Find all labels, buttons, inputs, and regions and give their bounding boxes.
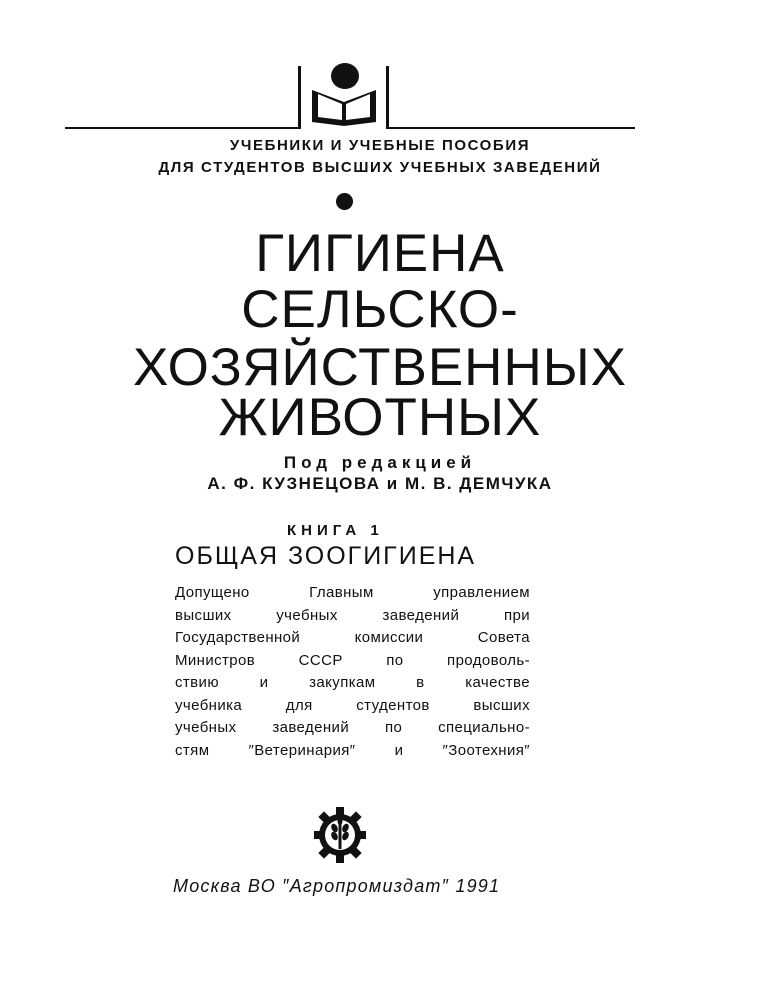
approval-line: Министров СССР по продоволь- (175, 651, 530, 669)
agropromizdat-gear-wheat-icon (313, 806, 367, 864)
approval-line: Допущено Главным управлением (175, 584, 530, 601)
approval-line: высших учебных заведений при (175, 606, 530, 624)
editors-label: Под редакцией (283, 453, 477, 472)
approval-line: стям ″Ветеринария″ и ″Зоотехния″ (175, 741, 530, 759)
header-bar-left (298, 66, 301, 129)
approval-line: Государственной комиссии Совета (175, 629, 530, 646)
approval-line: учебника для студентов высших (175, 696, 530, 714)
book-number: КНИГА 1 (287, 522, 384, 539)
approval-text (175, 582, 530, 762)
book-reader-icon (304, 60, 384, 126)
approval-line: ствию и закупкам в качестве (175, 674, 530, 691)
header-rule-left (65, 127, 300, 129)
approval-line: учебных заведений по специально- (175, 719, 530, 736)
book-subtitle: ОБЩАЯ ЗООГИГИЕНА (175, 542, 477, 570)
title-line-1: ГИГИЕНА (255, 224, 505, 283)
series-line-2: ДЛЯ СТУДЕНТОВ ВЫСШИХ УЧЕБНЫХ ЗАВЕДЕНИЙ (158, 159, 602, 176)
title-line-3: ХОЗЯЙСТВЕННЫХ (132, 338, 627, 397)
series-line-1: УЧЕБНИКИ И УЧЕБНЫЕ ПОСОБИЯ (229, 137, 531, 154)
title-line-2: СЕЛЬСКО- (241, 280, 519, 339)
header-rule-right (388, 127, 635, 129)
imprint: Москва ВО ″Агропромиздат″ 1991 (173, 876, 501, 896)
header-bar-right (386, 66, 389, 129)
bullet-dot (336, 193, 353, 210)
editors-names: А. Ф. КУЗНЕЦОВА и М. В. ДЕМЧУКА (207, 474, 553, 493)
title-line-4: ЖИВОТНЫХ (218, 388, 542, 447)
